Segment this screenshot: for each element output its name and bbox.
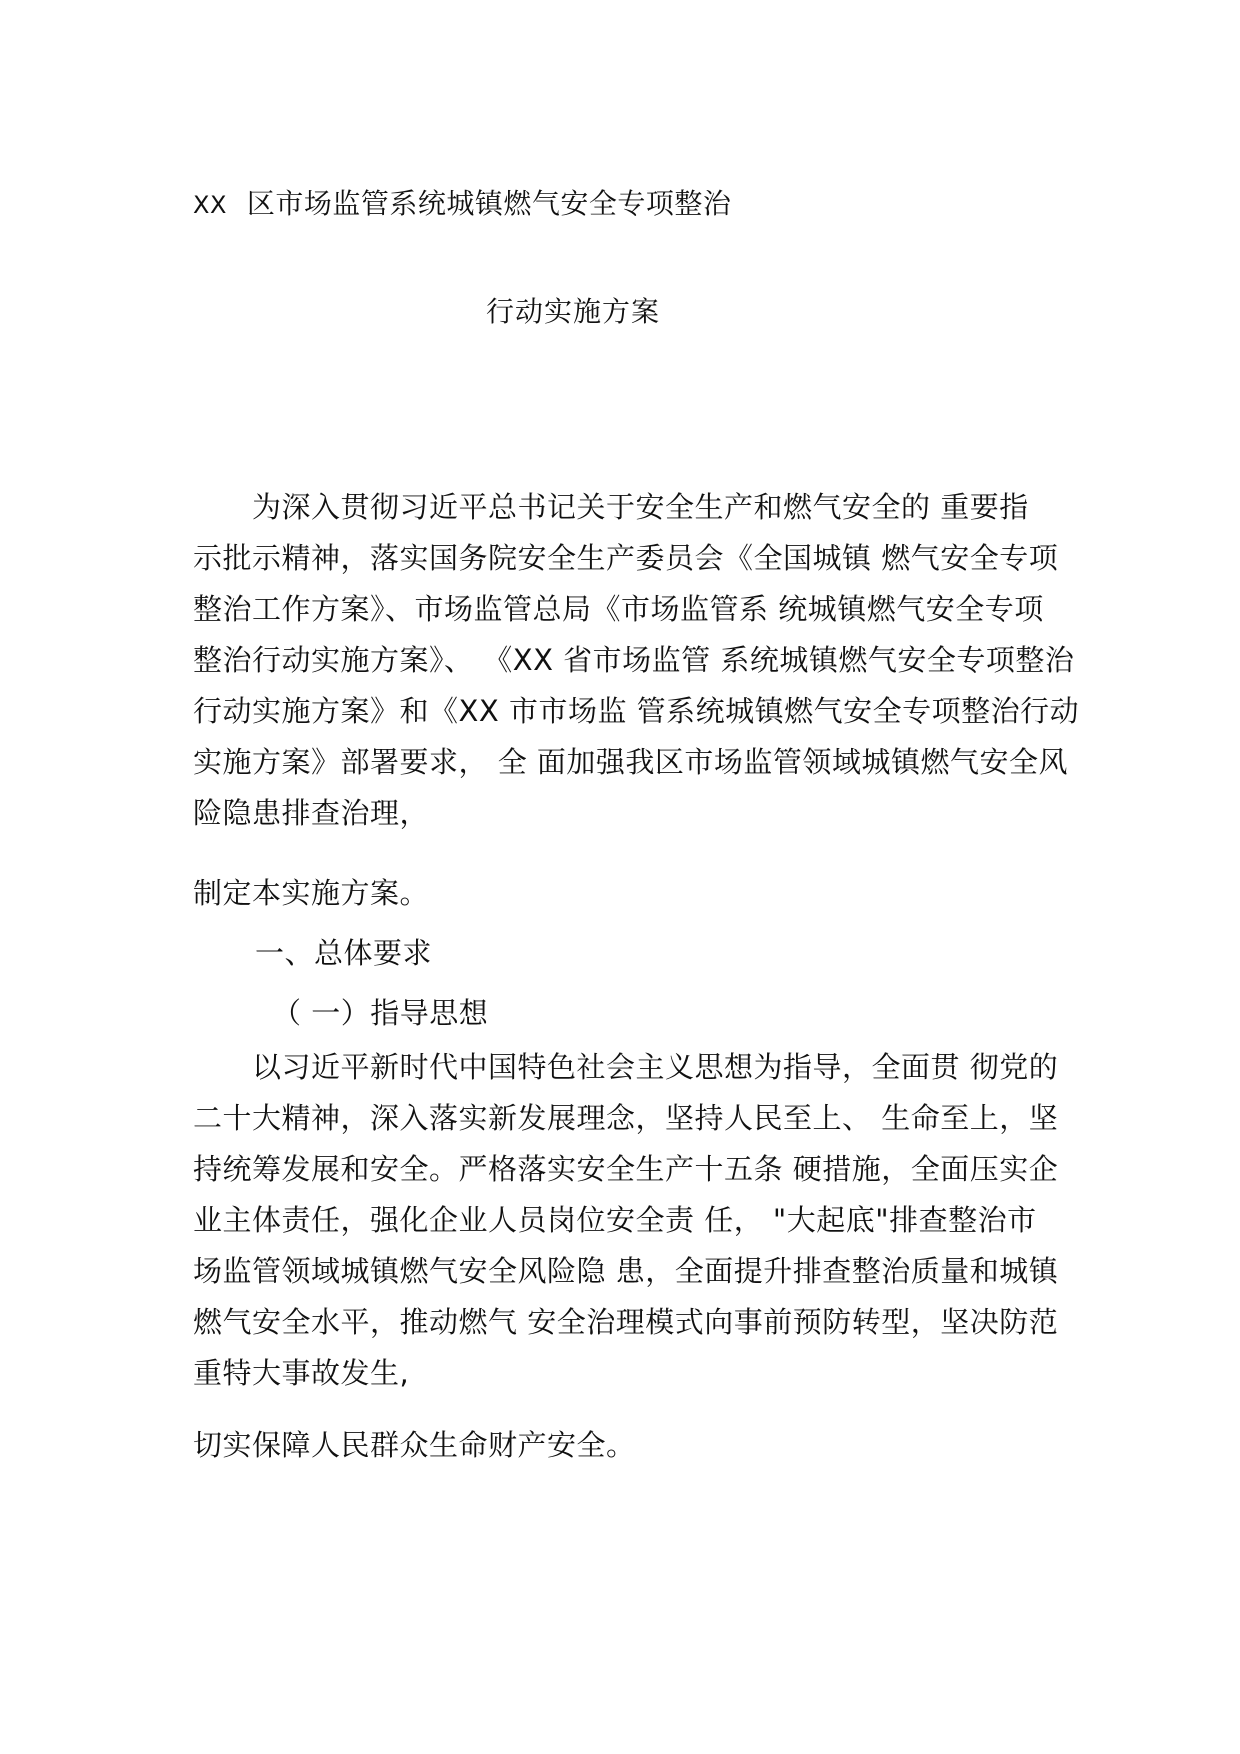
intro-closing-line: 制定本实施方案。 (193, 876, 430, 910)
paragraph-line: 整治行动实施方案》、 《XX 省市场监管 系统城镇燃气安全专项整治 (193, 643, 1075, 677)
paragraph-line: 行动实施方案》和《XX 市市场监 管系统城镇燃气安全专项整治行动 (193, 694, 1080, 728)
guiding-closing-line: 切实保障人民群众生命财产安全。 (193, 1428, 636, 1462)
paragraph-line: 业主体责任，强化企业人员岗位安全责 任， "大起底"排查整治市 (193, 1203, 1037, 1237)
paragraph-line: 场监管领域城镇燃气安全风险隐 患，全面提升排查整治质量和城镇 (193, 1254, 1059, 1288)
paragraph-line: 持统筹发展和安全。严格落实安全生产十五条 硬措施，全面压实企 (193, 1152, 1059, 1186)
paragraph-line: 重特大事故发生, (193, 1356, 410, 1390)
section-subheading: （ 一）指导思想 (272, 996, 489, 1030)
paragraph-line: 为深入贯彻习近平总书记关于安全生产和燃气安全的 重要指 (193, 490, 1029, 524)
guiding-paragraph (193, 1042, 1058, 1399)
document-title-line1 (193, 184, 731, 225)
paragraph-line: 示批示精神，落实国务院安全生产委员会《全国城镇 燃气安全专项 (193, 541, 1059, 575)
paragraph-line: 险隐患排查治理， (193, 796, 430, 830)
paragraph-line: 燃气安全水平，推动燃气 安全治理模式向事前预防转型，坚决防范 (193, 1305, 1059, 1339)
paragraph-line: 二十大精神，深入落实新发展理念，坚持人民至上、 生命至上，坚 (193, 1101, 1059, 1135)
title-region-placeholder: XX (193, 191, 227, 219)
paragraph-line: 以习近平新时代中国特色社会主义思想为指导，全面贯 彻党的 (193, 1050, 1059, 1084)
paragraph-line: 实施方案》部署要求， 全 面加强我区市场监管领域城镇燃气安全风 (193, 745, 1068, 779)
section-heading: 一、总体要求 (255, 936, 433, 970)
intro-paragraph (193, 482, 1079, 839)
document-title-line2: 行动实施方案 (486, 295, 661, 328)
paragraph-line: 整治工作方案》、市场监管总局《市场监管系 统城镇燃气安全专项 (193, 592, 1044, 626)
title-main-text: 区市场监管系统城镇燃气安全专项整治 (246, 187, 732, 220)
